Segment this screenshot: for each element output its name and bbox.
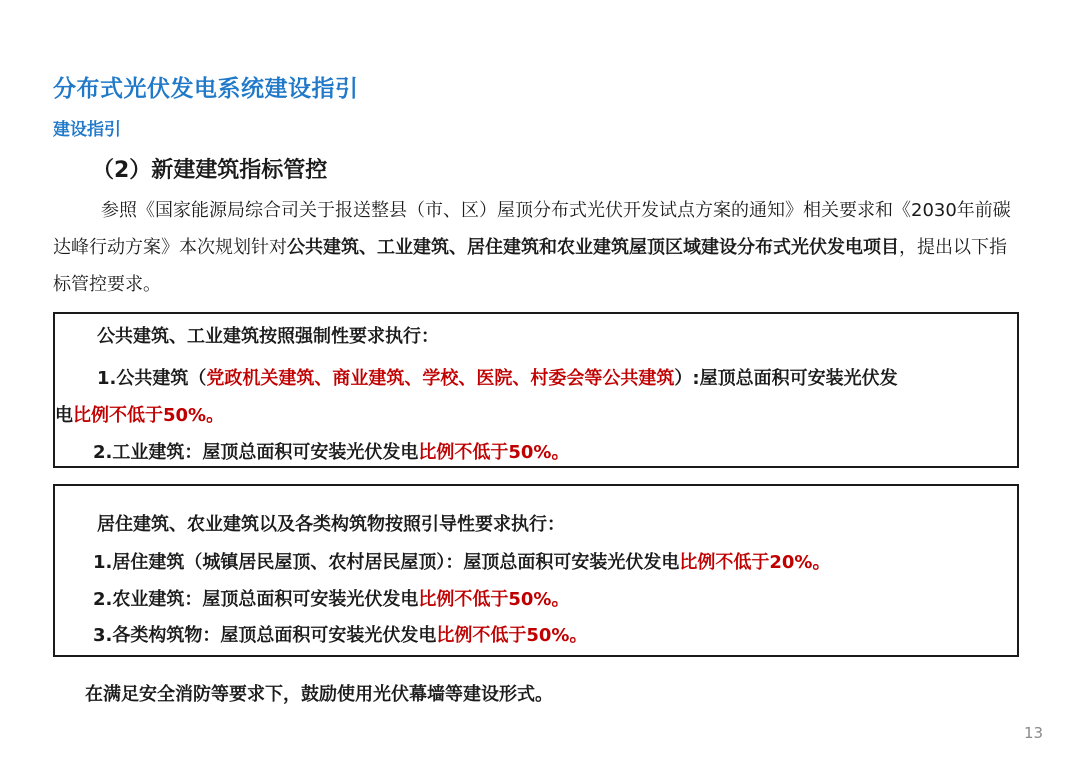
- box1-item2: 2.工业建筑：屋顶总面积可安装光伏发电比例不低于50%。: [93, 442, 570, 463]
- box1-item1-examples: 党政机关建筑、商业建筑、学校、医院、村委会等公共建筑: [206, 368, 675, 389]
- page-number: 13: [1024, 724, 1044, 742]
- intro-bold-text: 公共建筑、工业建筑、居住建筑和农业建筑屋顶区域建设分布式光伏发电项目: [287, 237, 899, 258]
- intro-text-2: ，提出以下指标管控要求。: [53, 237, 1007, 295]
- page-title: 分布式光伏发电系统建设指引: [53, 76, 359, 102]
- guiding-requirements-box: [53, 484, 1019, 657]
- box1-item1: 1.公共建筑（党政机关建筑、商业建筑、学校、医院、村委会等公共建筑）:屋顶总面积可安装光伏发: [97, 368, 898, 389]
- intro-text-1: 参照《国家能源局综合司关于报送整县（市、区）屋顶分布式光伏开发试点方案的通知》相关要求和《2030年前碳达峰行动方案》本次规划针对: [53, 200, 1011, 258]
- box2-item2-ratio: 比例不低于50%。: [418, 589, 570, 610]
- intro-paragraph: [53, 192, 1023, 303]
- box2-item1: 1.居住建筑（城镇居民屋顶、农村居民屋顶）：屋顶总面积可安装光伏发电比例不低于20%。: [93, 552, 831, 573]
- box2-item2: 2.农业建筑：屋顶总面积可安装光伏发电比例不低于50%。: [93, 589, 570, 610]
- box1-item2-ratio: 比例不低于50%。: [418, 442, 570, 463]
- mandatory-requirements-box: [53, 312, 1019, 468]
- box1-heading: 公共建筑、工业建筑按照强制性要求执行：: [97, 326, 439, 347]
- section-heading: （2）新建建筑指标管控: [92, 158, 328, 183]
- box2-item3-ratio: 比例不低于50%。: [436, 625, 588, 646]
- box1-item1-ratio: 比例不低于50%。: [73, 405, 225, 426]
- box2-heading: 居住建筑、农业建筑以及各类构筑物按照引导性要求执行：: [97, 514, 565, 535]
- box1-item1-continuation: 电比例不低于50%。: [55, 405, 225, 426]
- box2-item1-ratio: 比例不低于20%。: [679, 552, 831, 573]
- page-subtitle: 建设指引: [53, 120, 121, 140]
- box2-item3: 3.各类构筑物：屋顶总面积可安装光伏发电比例不低于50%。: [93, 625, 588, 646]
- closing-statement: 在满足安全消防等要求下，鼓励使用光伏幕墙等建设形式。: [85, 684, 553, 705]
